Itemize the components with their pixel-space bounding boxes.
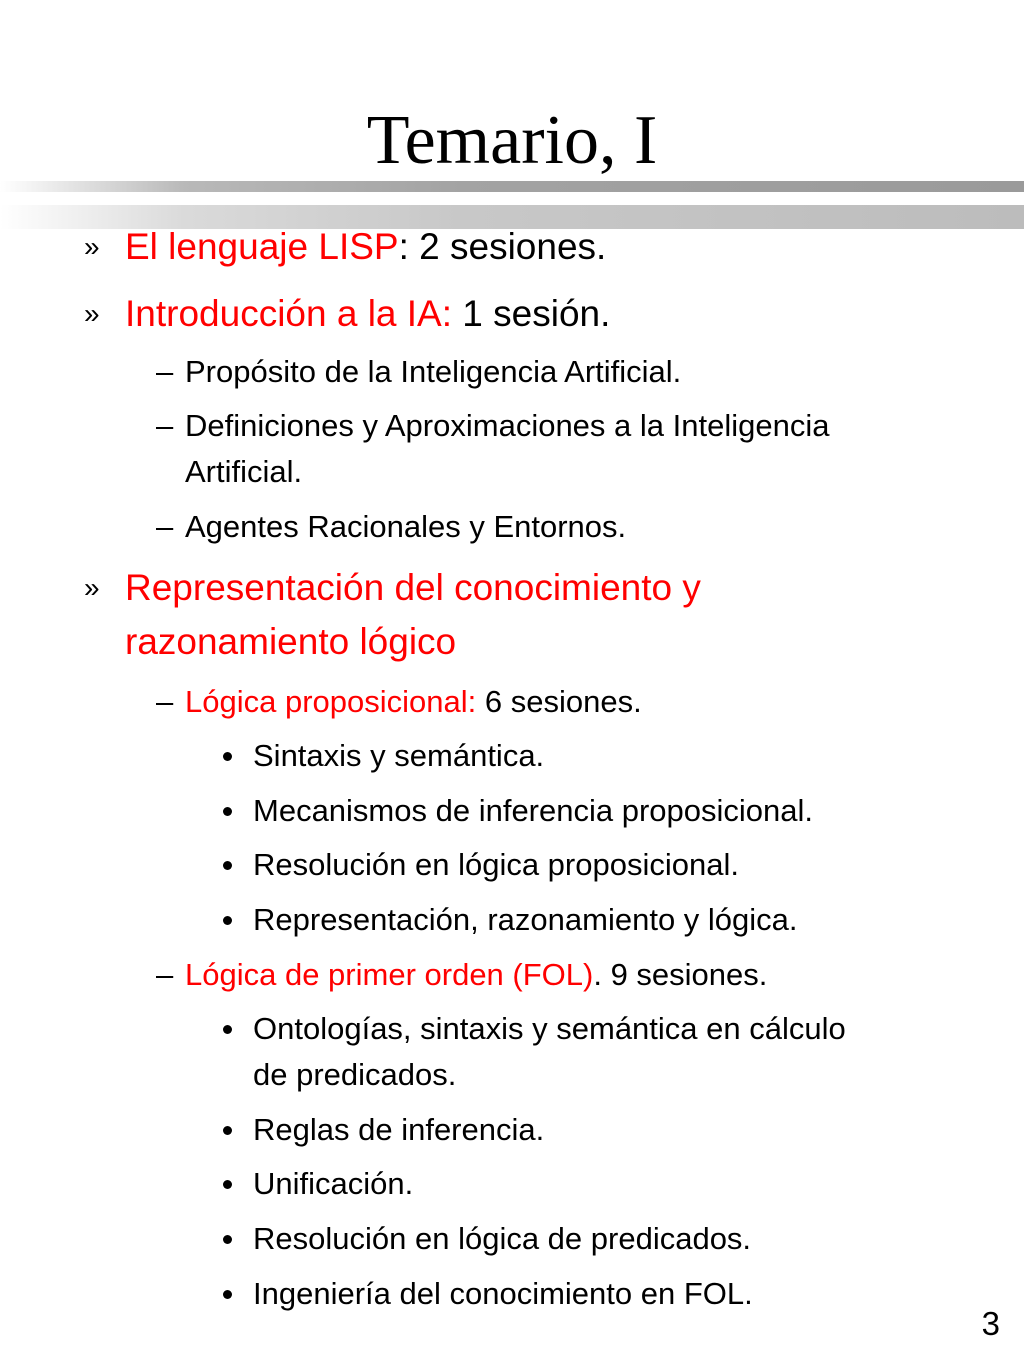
dash-marker: – bbox=[156, 354, 174, 389]
item-heading: Lógica proposicional: bbox=[185, 684, 477, 719]
list-subsubitem-continuation: de predicados. bbox=[253, 1057, 457, 1092]
bullet-dot bbox=[223, 752, 232, 761]
bullet-dot bbox=[223, 1290, 232, 1299]
list-subsubitem: Reglas de inferencia. bbox=[253, 1112, 545, 1147]
item-detail: . 9 sesiones. bbox=[593, 957, 768, 992]
list-subsubitem: Resolución en lógica de predicados. bbox=[253, 1221, 752, 1256]
list-subitem: Definiciones y Aproximaciones a la Inteligencia bbox=[185, 408, 830, 443]
list-subsubitem: Representación, razonamiento y lógica. bbox=[253, 902, 798, 937]
bullet-dot bbox=[223, 1025, 232, 1034]
list-subitem: Agentes Racionales y Entornos. bbox=[185, 509, 627, 544]
list-subsubitem: Sintaxis y semántica. bbox=[253, 738, 545, 773]
list-item-continuation: razonamiento lógico bbox=[125, 621, 457, 662]
item-detail: : 2 sesiones. bbox=[398, 226, 607, 267]
list-subsubitem: Unificación. bbox=[253, 1166, 414, 1201]
bullet-marker: » bbox=[84, 572, 100, 603]
list-item-intro-ia bbox=[125, 292, 610, 336]
list-subitem-logica-proposicional bbox=[185, 683, 642, 721]
bullet-dot bbox=[223, 916, 232, 925]
bullet-dot bbox=[223, 1235, 232, 1244]
list-subsubitem: Resolución en lógica proposicional. bbox=[253, 847, 739, 882]
list-subsubitem: Ingeniería del conocimiento en FOL. bbox=[253, 1276, 753, 1311]
bullet-dot bbox=[223, 861, 232, 870]
list-item-representacion: Representación del conocimiento y bbox=[125, 567, 701, 608]
item-detail: 1 sesión. bbox=[452, 293, 611, 334]
item-heading: El lenguaje LISP bbox=[125, 226, 399, 267]
item-detail: 6 sesiones. bbox=[476, 684, 642, 719]
slide-title: Temario, I bbox=[366, 102, 658, 179]
bullet-marker: » bbox=[84, 231, 100, 262]
dash-marker: – bbox=[156, 957, 174, 992]
dash-marker: – bbox=[156, 509, 174, 544]
list-subitem-fol bbox=[185, 956, 767, 994]
list-subsubitem: Mecanismos de inferencia proposicional. bbox=[253, 793, 814, 828]
list-item-lisp bbox=[125, 225, 606, 269]
item-heading: Introducción a la IA: bbox=[125, 293, 453, 334]
list-subsubitem: Ontologías, sintaxis y semántica en cálculo bbox=[253, 1011, 846, 1046]
list-subitem-continuation: Artificial. bbox=[185, 454, 303, 489]
bullet-dot bbox=[223, 1180, 232, 1189]
item-heading: Lógica de primer orden (FOL) bbox=[185, 957, 594, 992]
list-subitem: Propósito de la Inteligencia Artificial. bbox=[185, 354, 682, 389]
bullet-dot bbox=[223, 807, 232, 816]
bullet-marker: » bbox=[84, 298, 100, 329]
dash-marker: – bbox=[156, 408, 174, 443]
title-divider-top bbox=[0, 181, 1024, 192]
bullet-dot bbox=[223, 1126, 232, 1135]
dash-marker: – bbox=[156, 684, 174, 719]
page-number: 3 bbox=[981, 1305, 1000, 1342]
